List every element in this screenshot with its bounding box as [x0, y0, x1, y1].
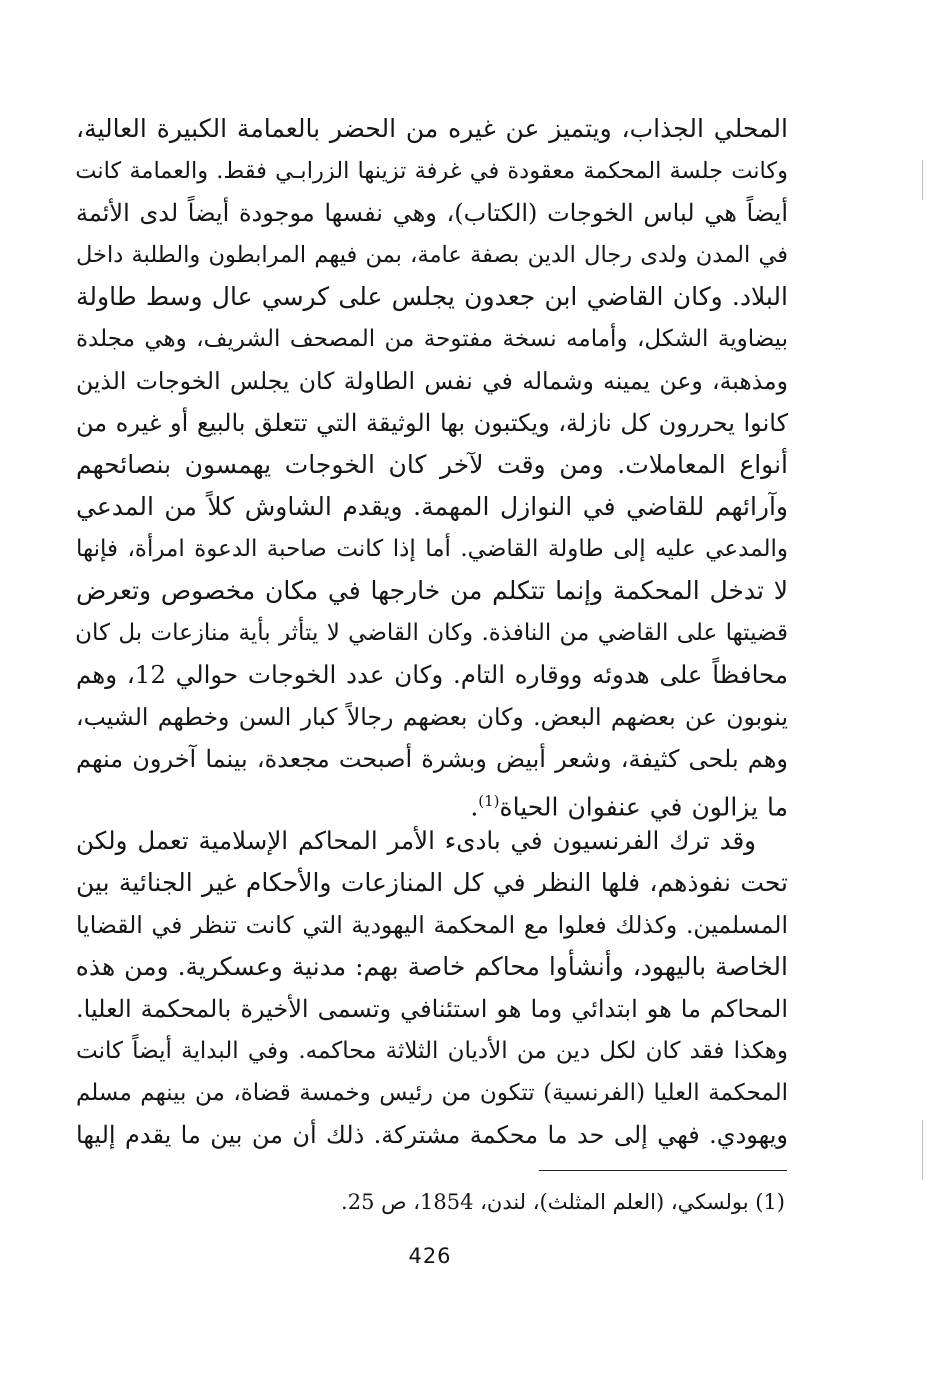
paragraph-2 [76, 820, 788, 1156]
paragraph-1-line-8: كانوا يحررون كل نازلة، ويكتبون بها الوثيقة التي تتعلق بالبيع أو غيره من [76, 409, 788, 437]
paragraph-1 [76, 108, 788, 822]
paragraph-1-line-16: وهم بلحى كثيفة، وشعر أبيض وبشرة أصبحت مجعدة، بينما آخرون منهم [76, 745, 788, 773]
page-number: 426 [408, 1244, 452, 1268]
paragraph-1-line-6: بيضاوية الشكل، وأمامه نسخة مفتوحة من المصحف الشريف، وهي مجلدة [76, 326, 788, 352]
paragraph-1-line-4: في المدن ولدى رجال الدين بصفة عامة، بمن فيهم المرابطون والطلبة داخل [76, 242, 788, 268]
paragraph-1-line-7: ومذهبة، وعن يمينه وشماله في نفس الطاولة كان يجلس الخوجات الذين [76, 367, 788, 395]
paragraph-2-line-6: وهكذا فقد كان لكل دين من الأديان الثلاثة محاكمه. وفي البداية أيضاً كانت [76, 1038, 788, 1064]
paragraph-2-line-3: المسلمين. وكذلك فعلوا مع المحكمة اليهودية التي كانت تنظر في القضايا [76, 911, 788, 939]
paragraph-1-line-14: محافظاً على هدوئه ووقاره التام. وكان عدد الخوجات حوالي 12، وهم [76, 660, 788, 689]
paragraph-2-line-2: تحت نفوذهم، فلها النظر في كل المنازعات والأحكام غير الجنائية بين [76, 868, 788, 897]
paragraph-2-line-4: الخاصة باليهود، وأنشأوا محاكم خاصة بهم: مدنية وعسكرية. ومن هذه [75, 952, 788, 981]
paragraph-1-line-15: ينوبون عن بعضهم البعض. وكان بعضهم رجالاً كبار السن وخطهم الشيب، [76, 703, 788, 731]
paragraph-1-line-12: لا تدخل المحكمة وإنما تتكلم من خارجها في مكان مخصوص وتعرض [76, 576, 788, 605]
page-edge-mark [922, 160, 923, 200]
footnote-divider [539, 1170, 787, 1171]
paragraph-1-line-5: البلاد. وكان القاضي ابن جعدون يجلس على كرسي عال وسط طاولة [76, 282, 788, 311]
paragraph-1-end-mark: . [470, 792, 479, 822]
paragraph-1-line-10: وآرائهم للقاضي في النوازل المهمة. ويقدم الشاوش كلاً من المدعي [76, 492, 788, 521]
paragraph-2-line-7: المحكمة العليا (الفرنسية) تتكون من رئيس وخمسة قضاة، من بينهم مسلم [76, 1080, 788, 1106]
footnote: (1) بولسكي، (العلم المثلث)، لندن، 1854، ص 25. [341, 1190, 785, 1214]
paragraph-1-line-13: قضيتها على القاضي من النافذة. وكان القاضي لا يتأثر بأية منازعات بل كان [75, 620, 788, 646]
paragraph-1-line-3: أيضاً هي لباس الخوجات (الكتاب)، وهي نفسها موجودة أيضاً لدى الأئمة [76, 199, 788, 227]
page-edge-mark [922, 1120, 923, 1180]
paragraph-1-line-1: المحلي الجذاب، ويتميز عن غيره من الحضر بالعمامة الكبيرة العالية، [76, 114, 789, 143]
paragraph-1-line-11: والمدعي عليه إلى طاولة القاضي. أما إذا كانت صاحبة الدعوة امرأة، فإنها [76, 536, 788, 562]
paragraph-1-last-text: ما يزالون في عنفوان الحياة [499, 792, 788, 822]
paragraph-1-line-17 [76, 780, 788, 822]
paragraph-1-line-9: أنواع المعاملات. ومن وقت لآخر كان الخوجات يهمسون بنصائحهم [76, 450, 788, 479]
paragraph-1-line-2: وكانت جلسة المحكمة معقودة في غرفة تزينها الزرابـي فقط. والعمامة كانت [75, 158, 788, 184]
paragraph-2-line-5: المحاكم ما هو ابتدائي وما هو استئنافي وتسمى الأخيرة بالمحكمة العليا. [76, 995, 788, 1023]
paragraph-2-line-1: وقد ترك الفرنسيون في بادىء الأمر المحاكم الإسلامية تعمل ولكن [76, 826, 756, 855]
footnote-reference: (1) [478, 792, 500, 810]
paragraph-2-line-8: ويهودي. فهي إلى حد ما محكمة مشتركة. ذلك أن من بين ما يقدم إليها [76, 1121, 788, 1149]
